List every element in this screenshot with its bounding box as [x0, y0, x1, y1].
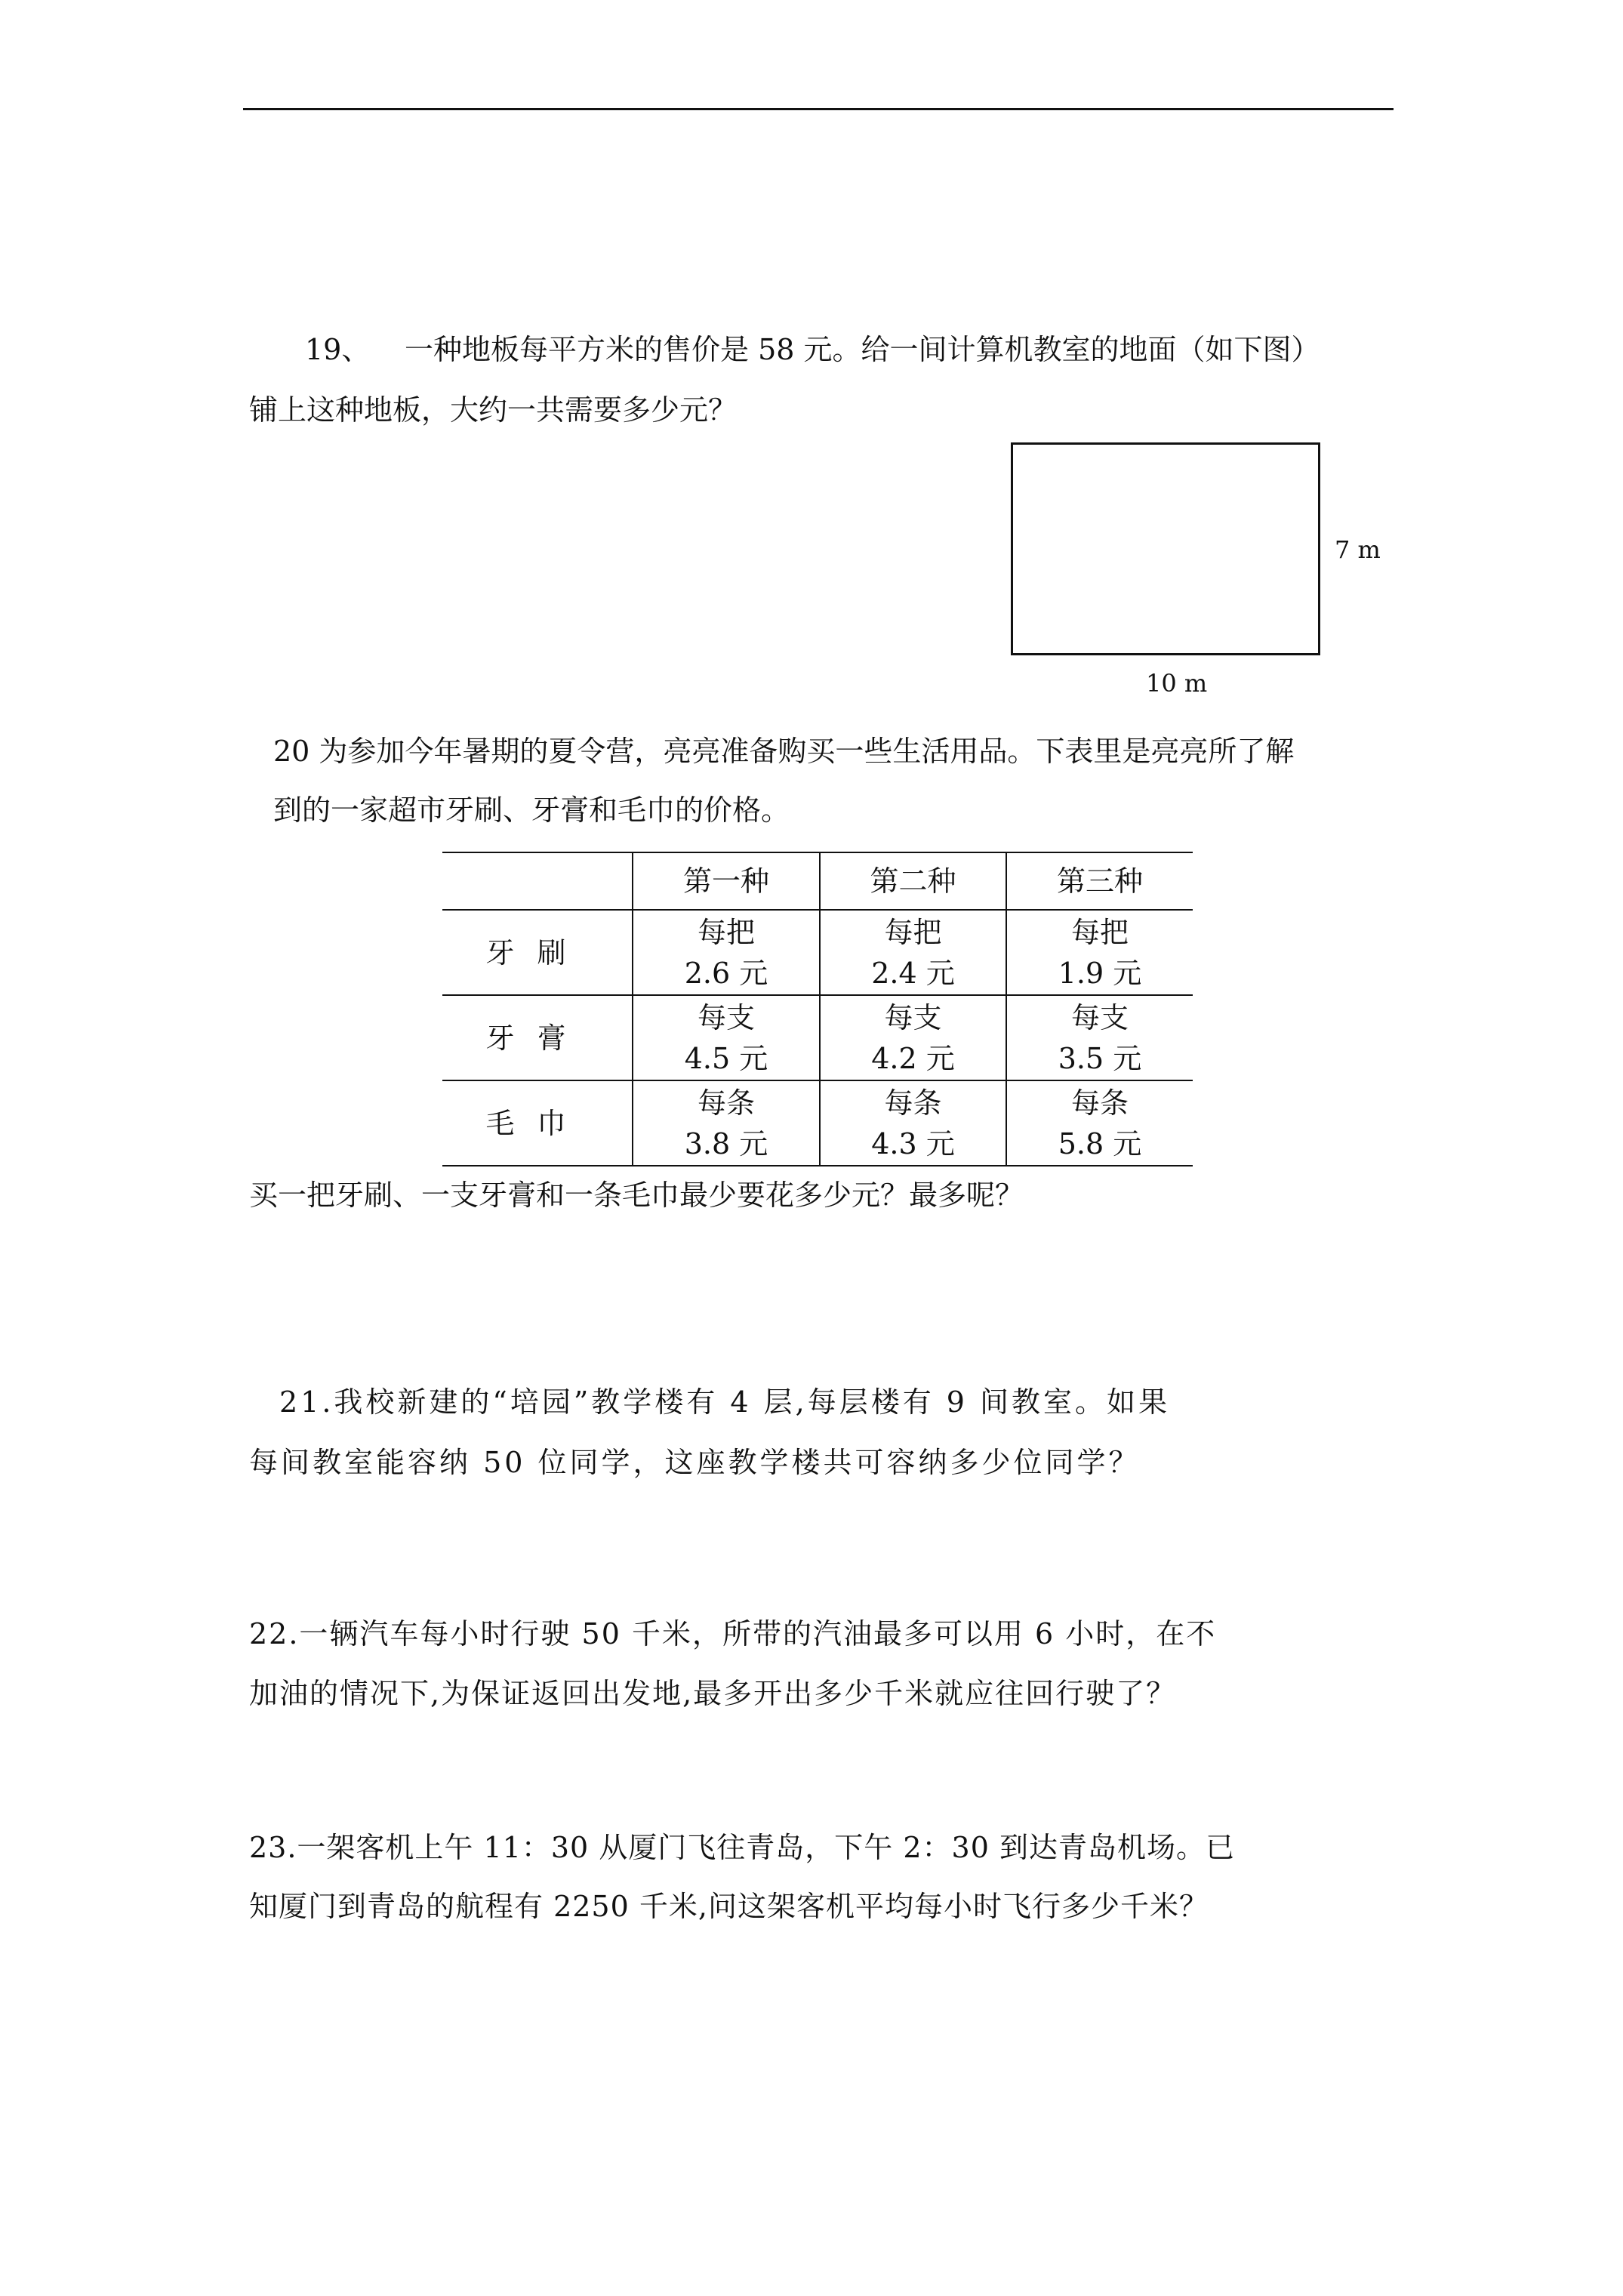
header-cell-blank: [442, 852, 633, 910]
table-row: [442, 995, 1193, 1080]
price-cell: [633, 995, 820, 1080]
price-text: 2.6 元: [684, 956, 768, 990]
price-text: 4.5 元: [684, 1041, 768, 1075]
header-rule: [243, 108, 1394, 110]
row-label-text: 牙刷: [485, 935, 589, 969]
height-label: 7 m: [1335, 535, 1381, 564]
q20-line-2: 到的一家超市牙刷、牙膏和毛巾的价格。: [273, 794, 790, 827]
header-cell-type-3: 第三种: [1006, 852, 1193, 910]
q22-line-1: 22.一辆汽车每小时行驶 50 千米，所带的汽油最多可以用 6 小时，在不: [249, 1617, 1217, 1650]
unit-text: 每条: [1070, 1086, 1129, 1120]
classroom-floor-rectangle: [1011, 442, 1320, 655]
q20-line-1: 20 为参加今年暑期的夏令营，亮亮准备购买一些生活用品。下表里是亮亮所了解: [273, 735, 1295, 768]
unit-text: 每条: [697, 1086, 755, 1120]
price-text: 3.5 元: [1058, 1041, 1142, 1075]
q21-line-1: 21.我校新建的“培园”教学楼有 4 层,每层楼有 9 间教室。如果: [279, 1385, 1171, 1419]
price-cell: [820, 995, 1006, 1080]
header-cell-type-2: 第二种: [820, 852, 1006, 910]
q23-line-2: 知厦门到青岛的航程有 2250 千米,问这架客机平均每小时飞行多少千米？: [249, 1890, 1209, 1923]
price-cell: [633, 910, 820, 995]
table-row: [442, 1080, 1193, 1166]
q22-line-2: 加油的情况下,为保证返回出发地,最多开出多少千米就应往回行驶了？: [249, 1677, 1177, 1710]
table-header-row: [442, 852, 1193, 910]
unit-text: 每把: [884, 915, 942, 949]
unit-text: 每把: [1070, 915, 1129, 949]
row-label-text: 毛巾: [485, 1106, 589, 1140]
q20-question: 买一把牙刷、一支牙膏和一条毛巾最少要花多少元？最多呢？: [249, 1179, 1024, 1212]
price-text: 4.2 元: [871, 1041, 955, 1075]
price-cell: [1006, 995, 1193, 1080]
header-cell-type-1: 第一种: [633, 852, 820, 910]
price-text: 2.4 元: [871, 956, 955, 990]
unit-text: 每支: [697, 1000, 755, 1034]
q19-line-2: 铺上这种地板，大约一共需要多少元？: [249, 393, 738, 427]
price-text: 3.8 元: [684, 1126, 768, 1160]
q21-line-2: 每间教室能容纳 50 位同学，这座教学楼共可容纳多少位同学？: [249, 1446, 1141, 1479]
price-text: 5.8 元: [1058, 1126, 1142, 1160]
price-cell: [1006, 910, 1193, 995]
q23-line-1: 23.一架客机上午 11：30 从厦门飞往青岛，下午 2：30 到达青岛机场。已: [249, 1831, 1235, 1864]
price-cell: [633, 1080, 820, 1166]
price-text: 1.9 元: [1058, 956, 1142, 990]
row-label: [442, 1080, 633, 1166]
width-label: 10 m: [1146, 669, 1208, 698]
unit-text: 每把: [697, 915, 755, 949]
unit-text: 每支: [884, 1000, 942, 1034]
row-label-text: 牙膏: [485, 1021, 589, 1055]
price-text: 4.3 元: [871, 1126, 955, 1160]
row-label: [442, 995, 633, 1080]
table-row: [442, 910, 1193, 995]
unit-text: 每支: [1070, 1000, 1129, 1034]
price-cell: [820, 1080, 1006, 1166]
q19-number: 19、: [305, 333, 371, 366]
price-cell: [1006, 1080, 1193, 1166]
q19-line-1: 一种地板每平方米的售价是 58 元。给一间计算机教室的地面（如下图）: [405, 333, 1320, 366]
unit-text: 每条: [884, 1086, 942, 1120]
row-label: [442, 910, 633, 995]
price-table: [442, 852, 1193, 1166]
price-cell: [820, 910, 1006, 995]
